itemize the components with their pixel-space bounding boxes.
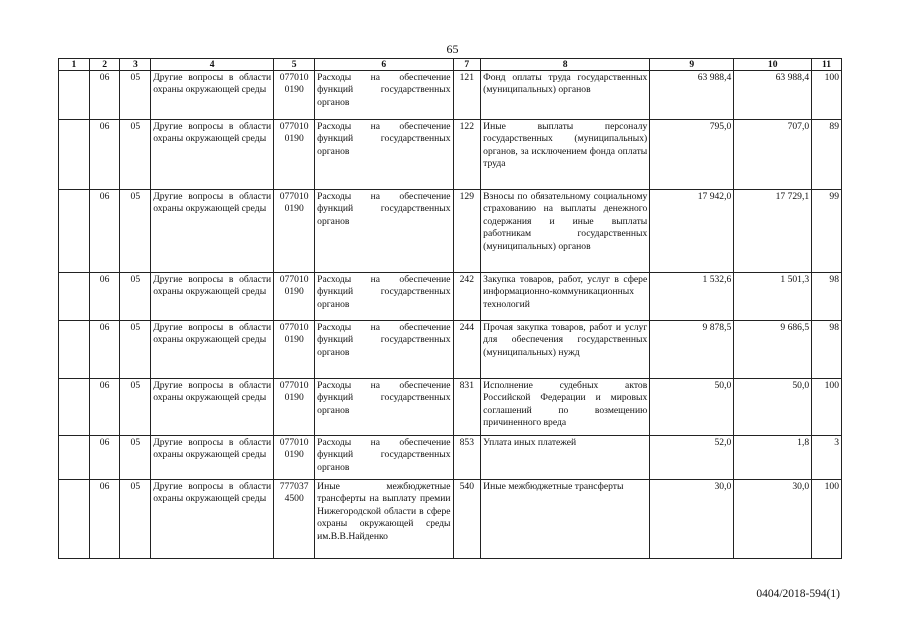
- table-row: [59, 120, 842, 190]
- col-header-10: 10: [734, 59, 812, 71]
- cell-executed: 1 501,3: [734, 273, 812, 321]
- cell-expense-code: 540: [453, 480, 481, 559]
- cell-c1: [59, 321, 90, 379]
- table-row: [59, 71, 842, 120]
- cell-target-name: Иные межбюджетные трансферты на выплату премии Нижегородской области в сфере охраны окружающей среды им.В.В.Найденко: [315, 480, 453, 559]
- cell-percent: 3: [812, 436, 842, 480]
- cell-executed: 50,0: [734, 379, 812, 436]
- cell-c1: [59, 190, 90, 273]
- cell-target-name: Расходы на обеспечение функций государственных органов: [315, 379, 453, 436]
- cell-section: 06: [89, 120, 120, 190]
- cell-section: 06: [89, 321, 120, 379]
- col-header-5: 5: [274, 59, 315, 71]
- cell-section-name: Другие вопросы в области охраны окружающей среды: [151, 321, 274, 379]
- cell-subsection: 05: [120, 436, 151, 480]
- cell-target-name: Расходы на обеспечение функций государственных органов: [315, 436, 453, 480]
- col-header-8: 8: [481, 59, 650, 71]
- col-header-6: 6: [315, 59, 453, 71]
- page-number: 65: [446, 42, 459, 56]
- cell-target-code: 777037 4500: [274, 480, 315, 559]
- cell-planned: 30,0: [650, 480, 734, 559]
- col-header-9: 9: [650, 59, 734, 71]
- cell-c1: [59, 379, 90, 436]
- cell-target-code: 077010 0190: [274, 71, 315, 120]
- cell-planned: 1 532,6: [650, 273, 734, 321]
- cell-subsection: 05: [120, 273, 151, 321]
- col-header-11: 11: [812, 59, 842, 71]
- cell-planned: 63 988,4: [650, 71, 734, 120]
- cell-section: 06: [89, 379, 120, 436]
- cell-percent: 99: [812, 190, 842, 273]
- table-row: [59, 273, 842, 321]
- cell-section-name: Другие вопросы в области охраны окружающей среды: [151, 480, 274, 559]
- table-row: [59, 190, 842, 273]
- cell-executed: 30,0: [734, 480, 812, 559]
- cell-subsection: 05: [120, 120, 151, 190]
- cell-planned: 50,0: [650, 379, 734, 436]
- cell-c1: [59, 120, 90, 190]
- document-code: 0404/2018-594(1): [756, 588, 840, 600]
- cell-expense-name: Закупка товаров, работ, услуг в сфере информационно-коммуникационных технологий: [481, 273, 650, 321]
- cell-planned: 795,0: [650, 120, 734, 190]
- cell-target-name: Расходы на обеспечение функций государственных органов: [315, 321, 453, 379]
- cell-target-code: 077010 0190: [274, 120, 315, 190]
- cell-expense-name: Прочая закупка товаров, работ и услуг для обеспечения государственных (муниципальных) нужд: [481, 321, 650, 379]
- cell-percent: 98: [812, 273, 842, 321]
- cell-expense-name: Взносы по обязательному социальному страхованию на выплаты денежного содержания и иные выплаты работникам государственных (муниципальных) органов: [481, 190, 650, 273]
- cell-percent: 100: [812, 71, 842, 120]
- col-header-2: 2: [89, 59, 120, 71]
- cell-section: 06: [89, 190, 120, 273]
- table-row: [59, 321, 842, 379]
- cell-target-code: 077010 0190: [274, 190, 315, 273]
- cell-section-name: Другие вопросы в области охраны окружающей среды: [151, 379, 274, 436]
- cell-subsection: 05: [120, 321, 151, 379]
- cell-target-name: Расходы на обеспечение функций государственных органов: [315, 273, 453, 321]
- cell-section: 06: [89, 480, 120, 559]
- cell-c1: [59, 436, 90, 480]
- cell-target-code: 077010 0190: [274, 273, 315, 321]
- table-row: [59, 436, 842, 480]
- cell-expense-code: 831: [453, 379, 481, 436]
- cell-section-name: Другие вопросы в области охраны окружающей среды: [151, 190, 274, 273]
- cell-subsection: 05: [120, 480, 151, 559]
- cell-expense-code: 121: [453, 71, 481, 120]
- cell-executed: 63 988,4: [734, 71, 812, 120]
- cell-percent: 98: [812, 321, 842, 379]
- cell-section-name: Другие вопросы в области охраны окружающей среды: [151, 71, 274, 120]
- cell-section: 06: [89, 273, 120, 321]
- cell-expense-name: Исполнение судебных актов Российской Федерации и мировых соглашений по возмещению причиненного вреда: [481, 379, 650, 436]
- cell-section-name: Другие вопросы в области охраны окружающей среды: [151, 120, 274, 190]
- cell-expense-name: Иные межбюджетные трансферты: [481, 480, 650, 559]
- cell-planned: 52,0: [650, 436, 734, 480]
- col-header-1: 1: [59, 59, 90, 71]
- cell-c1: [59, 480, 90, 559]
- table-row: [59, 480, 842, 559]
- cell-section-name: Другие вопросы в области охраны окружающей среды: [151, 273, 274, 321]
- cell-expense-code: 853: [453, 436, 481, 480]
- header-row: [59, 59, 842, 71]
- cell-executed: 9 686,5: [734, 321, 812, 379]
- cell-target-code: 077010 0190: [274, 436, 315, 480]
- cell-subsection: 05: [120, 379, 151, 436]
- cell-target-name: Расходы на обеспечение функций государственных органов: [315, 71, 453, 120]
- cell-expense-name: Уплата иных платежей: [481, 436, 650, 480]
- cell-target-code: 077010 0190: [274, 379, 315, 436]
- cell-expense-name: Иные выплаты персоналу государственных (муниципальных) органов, за исключением фонда оплаты труда: [481, 120, 650, 190]
- cell-subsection: 05: [120, 190, 151, 273]
- cell-section: 06: [89, 436, 120, 480]
- col-header-4: 4: [151, 59, 274, 71]
- cell-executed: 1,8: [734, 436, 812, 480]
- cell-executed: 17 729,1: [734, 190, 812, 273]
- cell-target-code: 077010 0190: [274, 321, 315, 379]
- cell-expense-name: Фонд оплаты труда государственных (муниципальных) органов: [481, 71, 650, 120]
- cell-expense-code: 244: [453, 321, 481, 379]
- cell-percent: 89: [812, 120, 842, 190]
- table-row: [59, 379, 842, 436]
- cell-target-name: Расходы на обеспечение функций государственных органов: [315, 120, 453, 190]
- cell-expense-code: 122: [453, 120, 481, 190]
- cell-target-name: Расходы на обеспечение функций государственных органов: [315, 190, 453, 273]
- cell-section-name: Другие вопросы в области охраны окружающей среды: [151, 436, 274, 480]
- cell-section: 06: [89, 71, 120, 120]
- cell-expense-code: 242: [453, 273, 481, 321]
- cell-subsection: 05: [120, 71, 151, 120]
- col-header-7: 7: [453, 59, 481, 71]
- cell-c1: [59, 71, 90, 120]
- cell-planned: 9 878,5: [650, 321, 734, 379]
- cell-c1: [59, 273, 90, 321]
- cell-expense-code: 129: [453, 190, 481, 273]
- budget-table: [58, 58, 842, 559]
- cell-percent: 100: [812, 379, 842, 436]
- cell-percent: 100: [812, 480, 842, 559]
- col-header-3: 3: [120, 59, 151, 71]
- cell-executed: 707,0: [734, 120, 812, 190]
- cell-planned: 17 942,0: [650, 190, 734, 273]
